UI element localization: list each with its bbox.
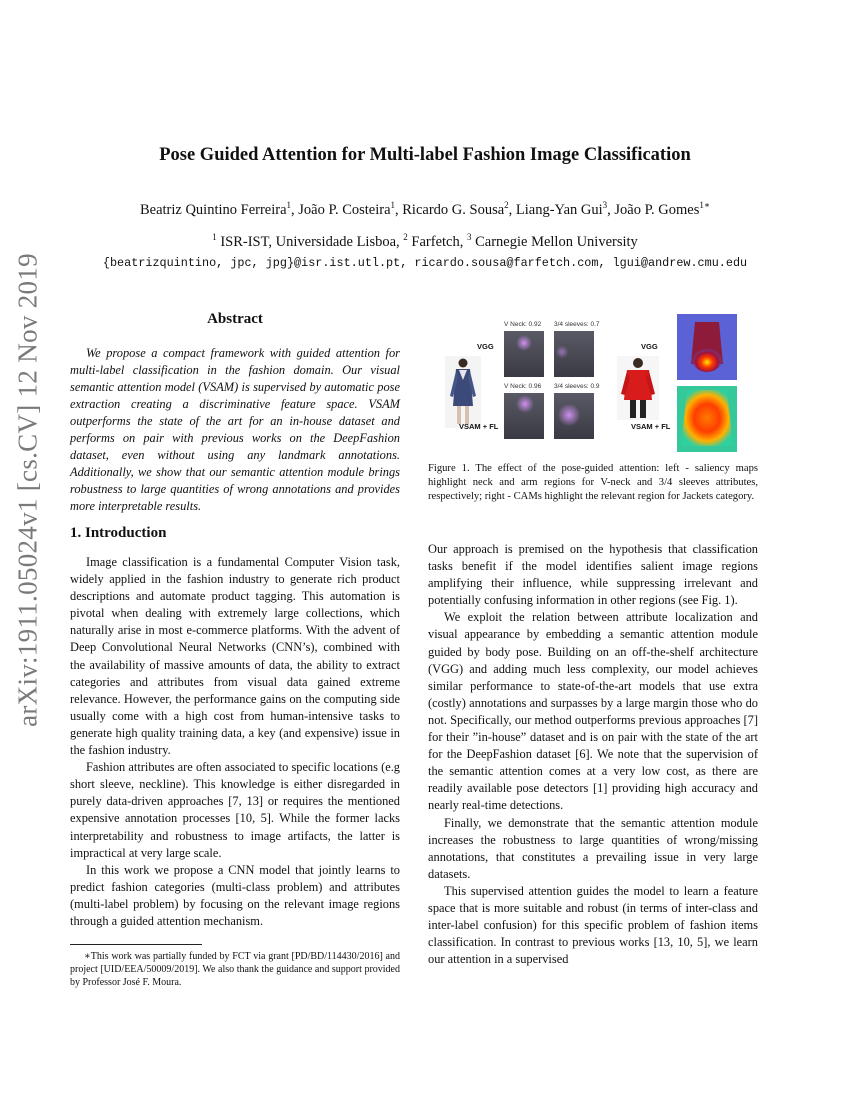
footnote: ∗This work was partially funded by FCT via grant [PD/BD/114430/2016] and project [UID/EEA/50009/2019]. We also thank the guidance and support provided by Professor José F. Moura.: [70, 951, 400, 988]
person-photo-right: [617, 356, 659, 420]
cam-heatmap-vsam: [677, 386, 737, 452]
score-vneck-top: V Neck: 0.92: [504, 321, 542, 328]
author: João P. Gomes: [614, 201, 700, 218]
paragraph: Image classification is a fundamental Computer Vision task, widely applied in the fashion industry to generate rich product descriptions and automate product tagging. This automation is pivotal when dealing with extremely large collections, which naturally arise in most e-commerce platforms. With the advent of Deep Convolutional Neural Networks (CNN’s), combined with the availability of massive amounts of data, the ability to extract categories and attributes from visual data gained extreme relevance. However, the performance gains on the computing side usually come with a high cost from human-intensive tasks to generate high quality training data, a key (and expensive) issue in the fashion industry.: [70, 555, 400, 758]
affiliation: Carnegie Mellon University: [475, 233, 638, 250]
section-heading-introduction: 1. Introduction: [70, 525, 167, 541]
footnote-rule: [70, 944, 202, 945]
saliency-map: [554, 331, 594, 377]
label-vsam-left: VSAM + FL: [459, 422, 499, 431]
paragraph: In this work we propose a CNN model that jointly learns to predict fashion categories (multi-class problem) and attributes (multi-label problem) by focusing on the relevant image regions through a guided attention mechanism.: [70, 862, 400, 928]
arxiv-stamp: [8, 253, 48, 727]
paragraph: Finally, we demonstrate that the semantic attention module increases the robustness to large quantities of wrong/missing annotations, that constitutes a prevailing issue in very large datasets.: [428, 815, 758, 881]
left-column-body: [70, 554, 400, 930]
score-sleeves-top: 3/4 sleeves: 0.7: [554, 321, 600, 328]
label-vgg-left: VGG: [477, 342, 494, 351]
affiliation: ISR-IST, Universidade Lisboa,: [220, 233, 400, 250]
right-column-body: [428, 541, 758, 968]
figure-1-caption: Figure 1. The effect of the pose-guided attention: left - saliency maps highlight neck and arm regions for V-neck and 3/4 sleeves attributes, respectively; right - CAMs highlight the relevant region for Jackets category.: [428, 463, 758, 502]
saliency-map: [554, 393, 594, 439]
paragraph: Our approach is premised on the hypothesis that classification tasks benefit if the model identifies salient image regions amplifying their influence, while suppressing irrelevant and potentially confusing information in other regions (see Fig. 1).: [428, 542, 758, 608]
author: Beatriz Quintino Ferreira: [139, 201, 287, 218]
paragraph: This supervised attention guides the model to learn a feature space that is more suitable and robust (in terms of inter-class and inter-label confusion) for this specific problem of fashion items classification. In contrast to previous works [13, 10, 5], we learn our attention in a supervised: [428, 883, 758, 967]
author-list: Beatriz Quintino Ferreira$^1$, João P. Costeira$^1$, Ricardo G. Sousa$^2$, Liang-Yan Gui$^3$, João P. Gomes$^{1∗}$: [139, 200, 711, 218]
score-vneck-bottom: V Neck: 0.96: [504, 383, 542, 390]
saliency-map: [504, 331, 544, 377]
abstract-text: We propose a compact framework with guided attention for multi-label classification in the fashion domain. Our visual semantic attention model (VSAM) is supervised by automatic pose extraction creating a discriminative feature space. VSAM outperforms the state of the art for an in-house dataset and performs on pair with previous works on the DeepFashion dataset, even without using any landmark annotations. Additionally, we show that our semantic attention module brings robustness to large quantities of wrong annotations and provides more interpretable results.: [70, 346, 400, 513]
arxiv-stamp-text: arXiv:1911.05024v1 [cs.CV] 12 Nov 2019: [12, 253, 43, 727]
author: João P. Costeira: [298, 201, 391, 218]
paragraph: Fashion attributes are often associated to specific locations (e.g short sleeve, neckline). This knowledge is either disregarded in purely data-driven approaches [7, 13] or requires the mentioned expensive annotation processes [10, 5]. While the former lacks interpretability and robustness to image artifacts, the latter is impractical at very large scale.: [70, 760, 400, 860]
saliency-map: [504, 393, 544, 439]
abstract-heading: Abstract: [207, 311, 263, 327]
affiliation-list: $^1$ ISR-IST, Universidade Lisboa, $^2$ Farfetch, $^3$ Carnegie Mellon University: [212, 232, 638, 250]
paper-title: Pose Guided Attention for Multi-label Fashion Image Classification: [159, 145, 691, 165]
score-sleeves-bottom: 3/4 sleeves: 0.9: [554, 383, 600, 390]
author-emails: {beatrizquintino, jpc, jpg}@isr.ist.utl.pt, ricardo.sousa@farfetch.com, lgui@andrew.cmu.edu: [102, 256, 748, 270]
label-vgg-right: VGG: [641, 342, 658, 351]
author: Ricardo G. Sousa: [402, 201, 505, 218]
figure-1: [437, 312, 757, 440]
author: Liang-Yan Gui: [515, 201, 603, 218]
person-photo-left: [445, 356, 481, 428]
paragraph: We exploit the relation between attribute localization and visual appearance by embedding a semantic attention module guided by body pose. Building on an off-the-shelf architecture (VGG) and adding much less complexity, our model achieves similar performance to state-of-the-art models that use extra (costly) annotations and surpasses by a large margin those who do not. Specifically, our method outperforms previous approaches [7] for their ”in-house” dataset and is on pair with the state of the art for the DeepFashion dataset [6]. We note that the supervision of the semantic attention comes at a very low cost, as there are readily available pose detectors [1] providing high accuracy and nearly real-time detections.: [428, 610, 758, 813]
label-vsam-right: VSAM + FL: [631, 422, 671, 431]
affiliation: Farfetch,: [411, 233, 464, 250]
cam-heatmap-vgg: [677, 314, 737, 380]
